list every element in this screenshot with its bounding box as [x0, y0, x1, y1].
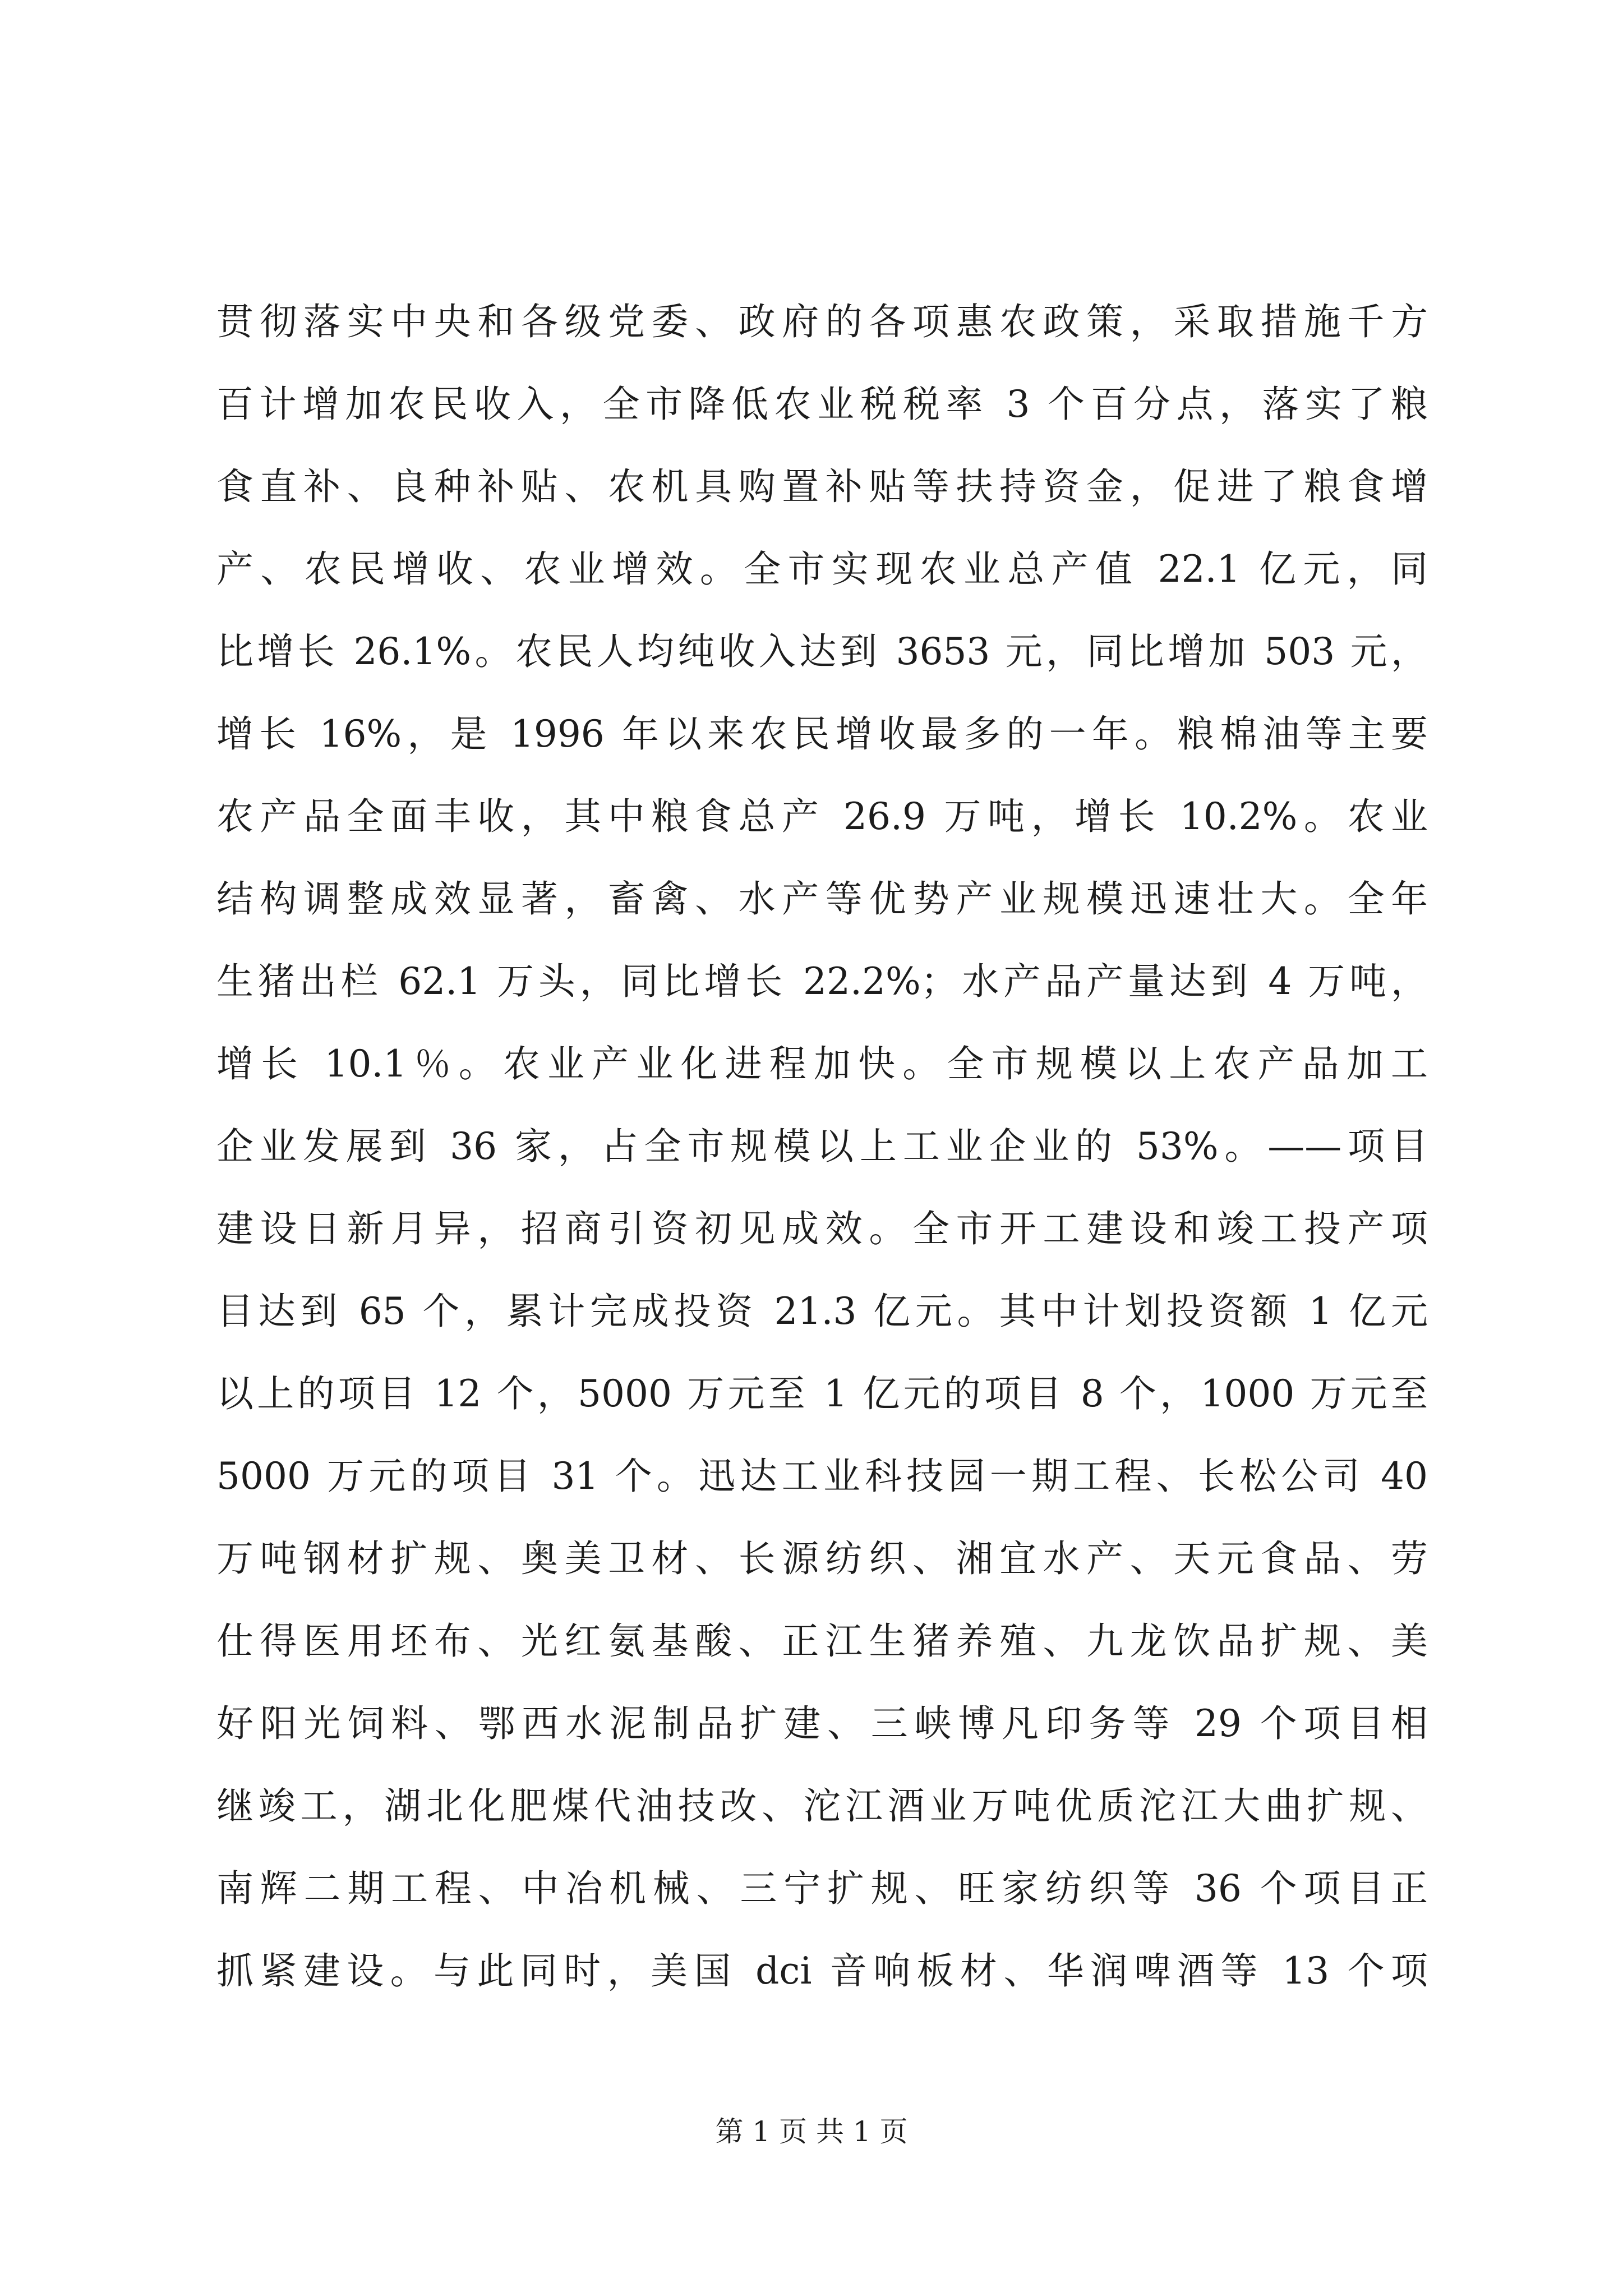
- body-paragraph: [216, 280, 1428, 2012]
- text-line-10: 增长 10.1％。农业产业化进程加快。全市规模以上农产品加工: [216, 1042, 1428, 1085]
- text-line-20: 南辉二期工程、中冶机械、三宁扩规、旺家纺织等 36 个项目正: [216, 1867, 1428, 1910]
- text-line-6: 增长 16%，是 1996 年以来农民增收最多的一年。粮棉油等主要: [216, 712, 1428, 756]
- text-line-14: 以上的项目 12 个，5000 万元至 1 亿元的项目 8 个，1000 万元至: [216, 1372, 1428, 1415]
- text-line-18: 好阳光饲料、鄂西水泥制品扩建、三峡博凡印务等 29 个项目相: [216, 1702, 1428, 1745]
- text-line-16: 万吨钢材扩规、奥美卫材、长源纺织、湘宜水产、天元食品、劳: [216, 1537, 1428, 1580]
- text-line-9: 生猪出栏 62.1 万头，同比增长 22.2%；水产品产量达到 4 万吨，: [216, 960, 1428, 1003]
- text-line-4: 产、农民增收、农业增效。全市实现农业总产值 22.1 亿元，同: [216, 547, 1428, 591]
- text-line-11: 企业发展到 36 家，占全市规模以上工业企业的 53%。——项目: [216, 1125, 1428, 1168]
- text-line-21: 抓紧建设。与此同时，美国 dci 音响板材、华润啤酒等 13 个项: [216, 1949, 1428, 1993]
- page-number-footer: 第 1 页 共 1 页: [715, 2115, 908, 2148]
- text-line-5: 比增长 26.1%。农民人均纯收入达到 3653 元，同比增加 503 元，: [216, 630, 1428, 673]
- text-line-12: 建设日新月异，招商引资初见成效。全市开工建设和竣工投产项: [216, 1207, 1428, 1250]
- text-line-13: 目达到 65 个，累计完成投资 21.3 亿元。其中计划投资额 1 亿元: [216, 1290, 1428, 1333]
- text-line-7: 农产品全面丰收，其中粮食总产 26.9 万吨，增长 10.2%。农业: [216, 795, 1428, 838]
- text-line-2: 百计增加农民收入，全市降低农业税税率 3 个百分点，落实了粮: [216, 383, 1428, 426]
- text-line-8: 结构调整成效显著，畜禽、水产等优势产业规模迅速壮大。全年: [216, 877, 1428, 921]
- text-line-15: 5000 万元的项目 31 个。迅达工业科技园一期工程、长松公司 40: [216, 1455, 1428, 1498]
- text-line-17: 仕得医用坯布、光红氨基酸、正江生猪养殖、九龙饮品扩规、美: [216, 1619, 1428, 1663]
- text-line-1: 贯彻落实中央和各级党委、政府的各项惠农政策，采取措施千方: [216, 300, 1428, 343]
- text-line-19: 继竣工，湖北化肥煤代油技改、沱江酒业万吨优质沱江大曲扩规、: [216, 1784, 1428, 1828]
- text-line-3: 食直补、良种补贴、农机具购置补贴等扶持资金，促进了粮食增: [216, 465, 1428, 508]
